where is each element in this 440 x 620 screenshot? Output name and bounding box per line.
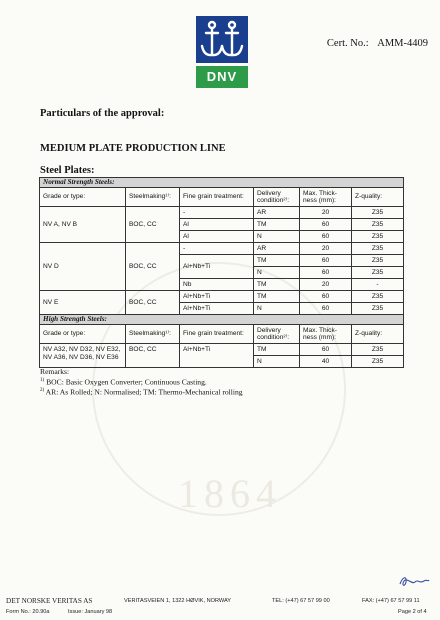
table-row — [40, 207, 404, 219]
fine-grain-cell: Al+Nb+Ti — [180, 255, 254, 279]
col-header-thickness: Max. Thick-ness (mm): — [300, 188, 352, 207]
footer-address: VERITASVEIEN 1, 1322 HØVIK, NORWAY — [124, 598, 232, 604]
fine-grain-cell: Al — [180, 219, 254, 231]
steelmaking-cell: BOC, CC — [126, 243, 180, 291]
delivery-cell: AR — [254, 243, 300, 255]
col-header-delivery: Delivery condition²⁾: — [254, 188, 300, 207]
thickness-cell: 60 — [300, 219, 352, 231]
grade-cell: NV E — [40, 291, 126, 315]
thickness-cell: 60 — [300, 303, 352, 315]
thickness-cell: 60 — [300, 267, 352, 279]
zquality-cell: Z35 — [352, 356, 404, 368]
signature-initials — [398, 573, 430, 589]
col-header-steelmaking: Steelmaking¹⁾: — [126, 325, 180, 344]
zquality-cell: Z35 — [352, 243, 404, 255]
fine-grain-cell: Al+Nb+Ti — [180, 291, 254, 303]
thickness-cell: 60 — [300, 255, 352, 267]
cert-number — [321, 38, 428, 49]
delivery-cell: TM — [254, 291, 300, 303]
delivery-cell: N — [254, 231, 300, 243]
delivery-cell: AR — [254, 207, 300, 219]
delivery-cell: TM — [254, 279, 300, 291]
zquality-cell: Z35 — [352, 207, 404, 219]
dnv-logo-text: DNV — [196, 66, 248, 88]
footer-form-no: Form No.: 20.90a — [6, 609, 50, 615]
remark-text: AR: As Rolled; N: Normalised; TM: Thermo-Mechanical rolling — [45, 387, 243, 397]
grade-cell: NV A32, NV D32, NV E32, NV A36, NV D36, NV E36 — [40, 344, 126, 368]
table-row — [40, 243, 404, 255]
fine-grain-cell: Al — [180, 231, 254, 243]
col-header-grade: Grade or type: — [40, 188, 126, 207]
grade-cell: NV A, NV B — [40, 207, 126, 243]
remark-text: BOC: Basic Oxygen Converter; Continuous Casting. — [46, 377, 207, 387]
delivery-cell: TM — [254, 344, 300, 356]
col-header-fine-grain: Fine grain treatment: — [180, 188, 254, 207]
footer-page: Page 2 of 4 — [398, 609, 427, 615]
fine-grain-cell: Al+Nb+Ti — [180, 344, 254, 368]
table-header-row — [40, 325, 404, 344]
section-header-normal: Normal Strength Steels: — [40, 178, 404, 188]
steelmaking-cell: BOC, CC — [126, 344, 180, 368]
zquality-cell: Z35 — [352, 255, 404, 267]
remark-1 — [40, 377, 243, 387]
anchor-emblem-icon — [196, 16, 248, 63]
steel-plates-heading: Steel Plates: — [40, 165, 95, 176]
col-header-fine-grain: Fine grain treatment: — [180, 325, 254, 344]
delivery-cell: N — [254, 267, 300, 279]
fine-grain-cell: - — [180, 243, 254, 255]
footer-fax: FAX: (+47) 67 57 99 11 — [362, 598, 420, 604]
thickness-cell: 60 — [300, 344, 352, 356]
footer-tel: TEL: (+47) 67 57 99 00 — [272, 598, 330, 604]
cert-number-label: Cert. No.: — [326, 38, 369, 49]
footnote-mark: 1) — [40, 377, 45, 383]
thickness-cell: 40 — [300, 356, 352, 368]
footer-issue: Issue: January 98 — [68, 609, 113, 615]
zquality-cell: Z35 — [352, 231, 404, 243]
production-line-heading: MEDIUM PLATE PRODUCTION LINE — [40, 143, 226, 154]
footer-org: DET NORSKE VERITAS AS — [6, 597, 93, 605]
table-row — [40, 344, 404, 356]
cert-number-value: AMM-4409 — [377, 38, 428, 49]
steelmaking-cell: BOC, CC — [126, 291, 180, 315]
table-row — [40, 291, 404, 303]
watermark-year: 1864 — [178, 471, 282, 516]
delivery-cell: TM — [254, 255, 300, 267]
remark-2 — [40, 387, 243, 397]
delivery-cell: N — [254, 303, 300, 315]
fine-grain-cell: Nb — [180, 279, 254, 291]
footnote-mark: 2) — [40, 387, 45, 393]
zquality-cell: Z35 — [352, 267, 404, 279]
delivery-cell: N — [254, 356, 300, 368]
zquality-cell: Z35 — [352, 291, 404, 303]
thickness-cell: 20 — [300, 243, 352, 255]
particulars-heading: Particulars of the approval: — [40, 108, 165, 119]
col-header-zquality: Z-quality: — [352, 325, 404, 344]
fine-grain-cell: - — [180, 207, 254, 219]
thickness-cell: 60 — [300, 291, 352, 303]
col-header-thickness: Max. Thick-ness (mm): — [300, 325, 352, 344]
fine-grain-cell: Al+Nb+Ti — [180, 303, 254, 315]
zquality-cell: Z35 — [352, 219, 404, 231]
remarks — [40, 368, 243, 397]
section-header-high: High Strength Steels: — [40, 315, 404, 325]
grade-cell: NV D — [40, 243, 126, 291]
thickness-cell: 20 — [300, 207, 352, 219]
zquality-cell: - — [352, 279, 404, 291]
delivery-cell: TM — [254, 219, 300, 231]
col-header-steelmaking: Steelmaking¹⁾: — [126, 188, 180, 207]
steelmaking-cell: BOC, CC — [126, 207, 180, 243]
steel-plates-table — [39, 177, 404, 368]
thickness-cell: 20 — [300, 279, 352, 291]
col-header-grade: Grade or type: — [40, 325, 126, 344]
thickness-cell: 60 — [300, 231, 352, 243]
zquality-cell: Z35 — [352, 344, 404, 356]
col-header-zquality: Z-quality: — [352, 188, 404, 207]
remarks-title: Remarks: — [40, 367, 70, 376]
col-header-delivery: Delivery condition²⁾: — [254, 325, 300, 344]
zquality-cell: Z35 — [352, 303, 404, 315]
table-header-row — [40, 188, 404, 207]
dnv-logo — [196, 16, 248, 88]
